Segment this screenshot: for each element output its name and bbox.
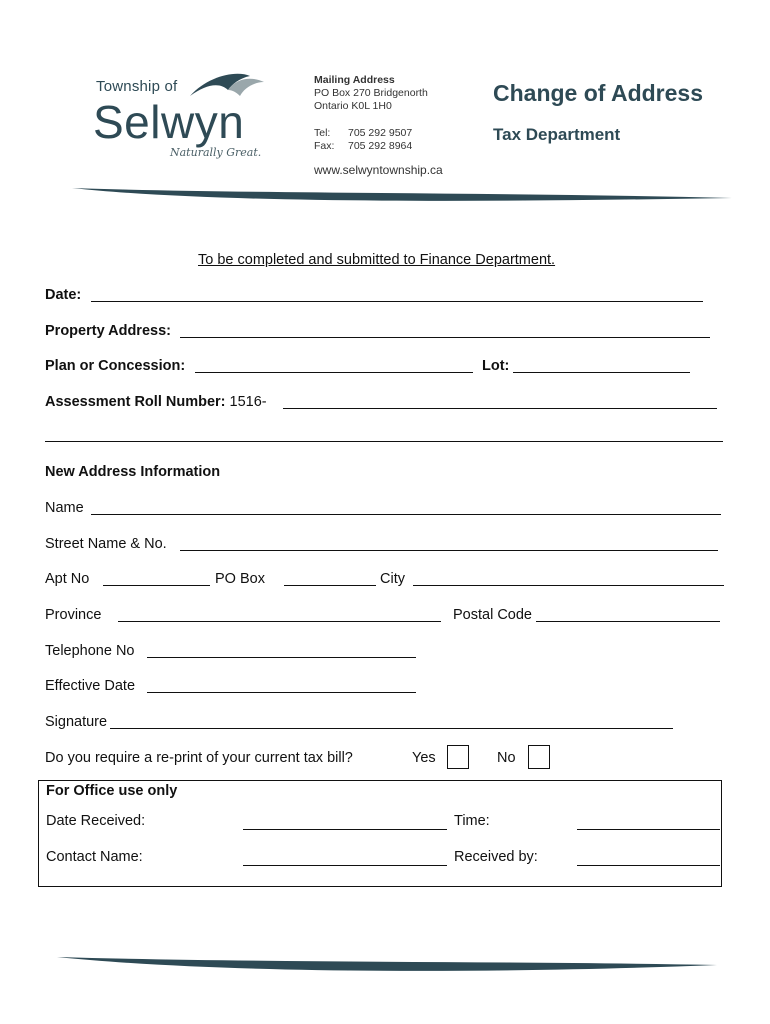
date-label: Date: [45,287,82,303]
yes-checkbox[interactable] [447,745,469,769]
department-title: Tax Department [493,125,621,144]
postal-code-label: Postal Code [453,607,532,623]
lot-field[interactable] [513,372,690,373]
time-field[interactable] [577,829,720,830]
received-by-label: Received by: [454,849,538,865]
lot-label: Lot: [482,358,510,374]
roll-number-row [45,394,267,410]
logo-tagline: Naturally Great. [170,146,262,159]
contact-name-label: Contact Name: [46,849,143,865]
effective-date-field[interactable] [147,692,416,693]
fax-value: 705 292 8964 [348,140,413,152]
apt-field[interactable] [103,585,210,586]
mailing-heading: Mailing Address [314,74,395,86]
fax-label: Fax: [314,140,335,152]
date-received-label: Date Received: [46,813,146,829]
pobox-label: PO Box [215,571,265,587]
property-address-label: Property Address: [45,323,171,339]
street-field[interactable] [180,550,718,551]
date-received-field[interactable] [243,829,447,830]
province-field[interactable] [118,621,441,622]
telephone-field[interactable] [147,657,416,658]
effective-date-label: Effective Date [45,678,136,694]
section-divider [45,441,723,442]
mailing-line-1: PO Box 270 Bridgenorth [314,87,428,99]
logo-township-text: Township of [96,78,178,95]
street-label: Street Name & No. [45,536,167,552]
no-label: No [497,750,516,766]
contact-name-field[interactable] [243,865,447,866]
roll-number-label: Assessment Roll Number: [45,394,226,410]
postal-code-field[interactable] [536,621,720,622]
apt-label: Apt No [45,571,90,587]
signature-label: Signature [45,714,108,730]
instruction-text: To be completed and submitted to Finance Department. [198,252,556,268]
logo-wordmark: Selwyn [93,96,245,148]
tel-value: 705 292 9507 [348,127,413,139]
roll-number-field[interactable] [283,408,717,409]
signature-field[interactable] [110,728,673,729]
pobox-field[interactable] [284,585,376,586]
footer-swoosh-divider [55,945,720,975]
name-label: Name [45,500,84,516]
plan-concession-field[interactable] [195,372,473,373]
city-label: City [380,571,405,587]
website-link[interactable]: www.selwyntownship.ca [314,163,443,177]
contact-numbers [314,127,412,153]
header-swoosh-divider [70,178,735,208]
mailing-line-2: Ontario K0L 1H0 [314,100,392,112]
property-address-field[interactable] [180,337,710,338]
no-checkbox[interactable] [528,745,550,769]
province-label: Province [45,607,102,623]
time-label: Time: [454,813,490,829]
roll-number-prefix: 1516- [229,394,267,410]
received-by-field[interactable] [577,865,720,866]
date-field[interactable] [91,301,703,302]
reprint-question: Do you require a re-print of your current tax bill? [45,750,353,766]
new-address-heading: New Address Information [45,464,221,480]
telephone-label: Telephone No [45,643,135,659]
city-field[interactable] [413,585,724,586]
office-use-heading: For Office use only [46,783,178,799]
tel-label: Tel: [314,127,331,139]
form-title: Change of Address [493,80,704,106]
name-field[interactable] [91,514,721,515]
plan-concession-label: Plan or Concession: [45,358,186,374]
yes-label: Yes [412,750,436,766]
mailing-address [314,74,428,113]
